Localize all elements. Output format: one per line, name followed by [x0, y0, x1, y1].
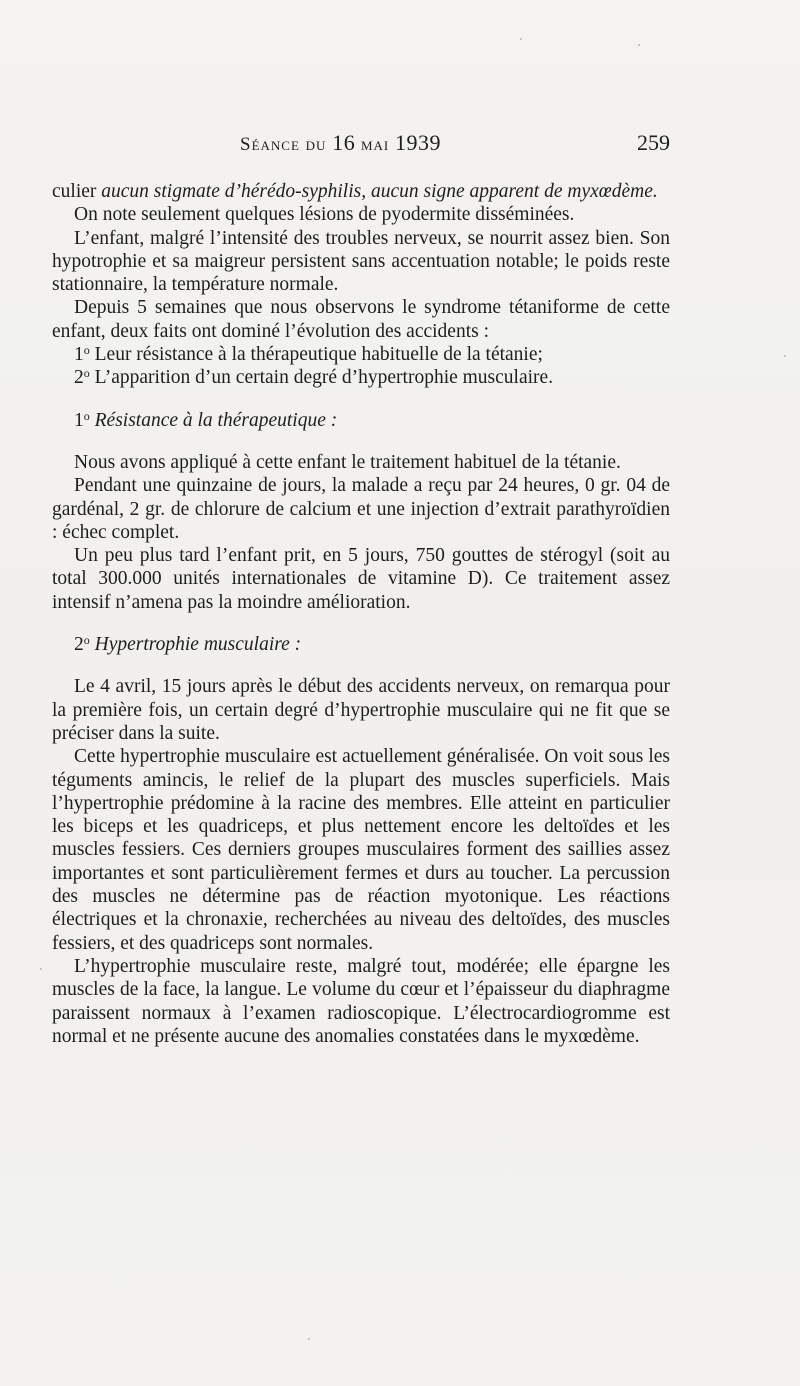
page-header	[52, 130, 670, 160]
list-text: L’apparition d’un certain degré d’hypertrophie musculaire.	[89, 367, 554, 389]
paragraph-gardenal: Pendant une quinzaine de jours, la malade a reçu par 24 heures, 0 gr. 04 de gardénal, 2 gr. de chlorure de calcium et une injection d’extrait parathyroïdien : échec complet.	[52, 475, 670, 543]
list-number-sup: o	[83, 366, 90, 381]
paper-speck	[520, 38, 522, 40]
paragraph-continuation	[52, 180, 670, 203]
paper-speck	[40, 968, 42, 970]
paragraph-april: Le 4 avril, 15 jours après le début des accidents nerveux, on remarqua pour la première fois, un certain degré d’hypertrophie musculaire qui ne fit que se préciser dans la suite.	[52, 676, 670, 744]
paragraph-pyodermite: On note seulement quelques lésions de pyodermite disséminées.	[74, 204, 575, 226]
list-item-hypertrophy	[52, 366, 670, 389]
heading-text: Résistance à la thérapeutique :	[89, 409, 338, 431]
paragraph-nutrition: L’enfant, malgré l’intensité des troubles nerveux, se nourrit assez bien. Son hypotrophie et sa maigreur persistent sans accentuation notable; le poids reste stationnaire, la température normale.	[52, 227, 670, 296]
paragraph-treatment: Nous avons appliqué à cette enfant le traitement habituel de la tétanie.	[74, 451, 621, 473]
running-head-day: 16	[332, 130, 356, 155]
paragraph-syndrome: Depuis 5 semaines que nous observons le syndrome tétaniforme de cette enfant, deux faits ont dominé l’évolution des accidents :	[52, 297, 670, 342]
heading-text: Hypertrophie musculaire :	[89, 634, 302, 656]
running-head	[240, 130, 441, 156]
list-number-sup: o	[83, 343, 90, 358]
heading-number-sup: o	[83, 408, 90, 423]
section-heading-hypertrophy	[52, 633, 670, 656]
page-number: 259	[637, 130, 670, 155]
heading-number: 2	[74, 634, 84, 656]
list-number: 1	[74, 344, 84, 366]
list-text: Leur résistance à la thérapeutique habituelle de la tétanie;	[89, 344, 543, 366]
running-head-prefix: Séance du	[240, 134, 333, 155]
paper-speck	[638, 44, 640, 46]
paragraph-moderate: L’hypertrophie musculaire reste, malgré tout, modérée; elle épargne les muscles de la face, la langue. Le volume du cœur et l’épaisseur du diaphragme paraissent normaux à l’examen radioscopique. L’électrocardiogromme est normal et ne présente aucune des anomalies constatées dans le myxœdème.	[52, 955, 670, 1047]
heading-number-sup: o	[83, 633, 90, 648]
paragraph-generalized: Cette hypertrophie musculaire est actuellement généralisée. On voit sous les téguments amincis, le relief de la plupart des muscles superficiels. Mais l’hypertrophie prédomine à la racine des membres. Elle atteint en particulier les biceps et les quadriceps, et plus nettement encore les deltoïdes et les muscles fessiers. Ces derniers groupes musculaires forment des saillies assez importantes et sont particulièrement fermes et durs au toucher. La percussion des muscles ne détermine pas de réaction myotonique. Les réactions électriques et la chronaxie, recherchées au niveau des deltoïdes, des muscles fessiers, et des quadriceps sont normales.	[52, 746, 670, 954]
paragraph-continuation-text: culier	[52, 181, 102, 202]
running-head-month: mai	[355, 134, 395, 155]
paragraph-sterogyl: Un peu plus tard l’enfant prit, en 5 jours, 750 gouttes de stérogyl (soit au total 300.000 unités internationales de vitamine D). Ce traitement assez intensif n’amena pas la moindre amélioration.	[52, 545, 670, 613]
section-heading-resistance	[52, 409, 670, 432]
paper-speck	[308, 1338, 310, 1340]
heading-number: 1	[74, 409, 84, 431]
list-item-resistance	[52, 343, 670, 366]
list-number: 2	[74, 367, 84, 389]
paper-speck	[784, 355, 786, 357]
running-head-year: 1939	[394, 130, 441, 155]
paragraph-continuation-italic: aucun stigmate d’hérédo-syphilis, aucun signe apparent de myxœdème.	[101, 181, 658, 202]
body-text	[52, 180, 670, 1048]
